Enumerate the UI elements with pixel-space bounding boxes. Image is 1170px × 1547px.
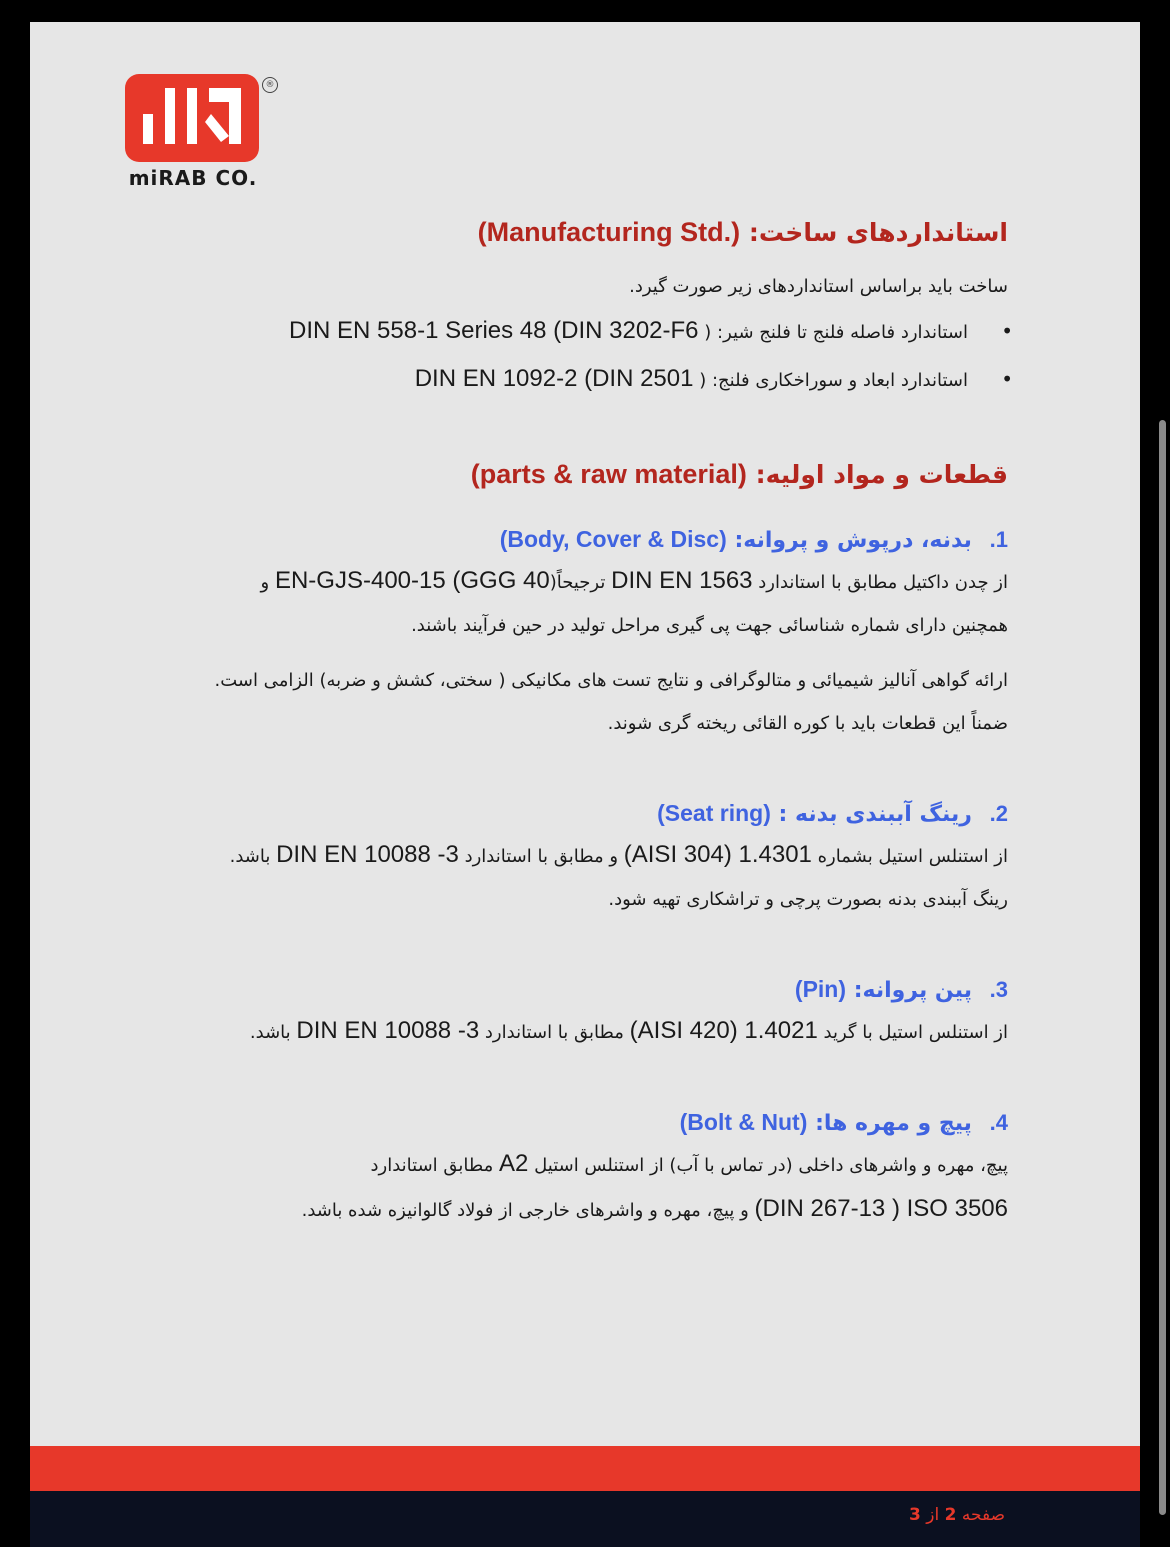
parts-material-heading-en: (parts & raw material) [470, 459, 747, 489]
manufacturing-std-heading: استانداردهای ساخت: (Manufacturing Std.) [477, 217, 1008, 247]
document-page [30, 22, 1140, 1547]
company-logo [123, 72, 283, 192]
page-number: صفحه 2 از 3 [909, 1505, 1005, 1525]
list-item: • استاندارد ابعاد و سوراخکاری فلنج: ( DIN EN 1092-2 (DIN 2501 [165, 356, 968, 404]
item-paragraph: از استنلس استیل با گرید (AISI 420) 1.4021 مطابق با استاندارد DIN EN 10088 -3 باشد. [249, 1017, 1008, 1044]
item-heading-seat-ring: 2. رینگ آببندی بدنه : (Seat ring) [657, 800, 1008, 827]
manufacturing-intro: ساخت باید براساس استانداردهای زیر صورت گیرد. [629, 276, 1008, 297]
parts-material-heading: قطعات و مواد اولیه: (parts & raw material) [470, 459, 1008, 489]
item-heading-body-cover-disc: 1. بدنه، درپوش و پروانه: (Body, Cover & Disc) [499, 526, 1008, 553]
item-paragraph: از چدن داکتیل مطابق با استاندارد DIN EN 1563 ترجیحاً(EN-GJS-400-15 (GGG 40 و همچنین دارای شماره شناسائی جهت پی گیری مراحل تولید در حین فرآیند باشند. [260, 567, 1008, 636]
item-heading-bolt-nut: 4. پیچ و مهره ها: (Bolt & Nut) [679, 1109, 1008, 1136]
item-paragraph: از استنلس استیل بشماره (AISI 304) 1.4301 و مطابق با استاندارد DIN EN 10088 -3 باشد. رینگ آببندی بدنه بصورت پرچی و تراشکاری تهیه شود. [229, 841, 1008, 910]
item-paragraph: پیچ، مهره و واشرهای داخلی (در تماس با آب) از استنلس استیل A2 مطابق استاندارد (DIN 267-13 ) ISO 3506 و پیچ، مهره و واشرهای خارجی از فولاد گالوانیزه شده باشد. [301, 1150, 1008, 1222]
manufacturing-std-heading-en: (Manufacturing Std.) [477, 217, 741, 247]
footer-bar [30, 1491, 1140, 1547]
mirab-logo-mark [125, 74, 259, 162]
scrollbar[interactable] [1159, 420, 1166, 1515]
list-item: • استاندارد فاصله فلنج تا فلنج شیر: ( DIN EN 558-1 Series 48 (DIN 3202-F6 [165, 308, 968, 356]
item-paragraph: ارائه گواهی آنالیز شیمیائی و متالوگرافی و نتایج تست های مکانیکی ( سختی، کشش و ضربه) الزامی است. ضمناً این قطعات باید با کوره القائی ریخته گری شوند. [214, 670, 1008, 734]
logo-wordmark: miRAB CO. [128, 166, 258, 190]
registered-mark: ® [262, 77, 278, 93]
document-body [165, 212, 1008, 1232]
item-heading-pin: 3. پین پروانه: (Pin) [794, 976, 1008, 1003]
footer-accent-bar [30, 1446, 1140, 1491]
standards-list [165, 308, 1008, 404]
